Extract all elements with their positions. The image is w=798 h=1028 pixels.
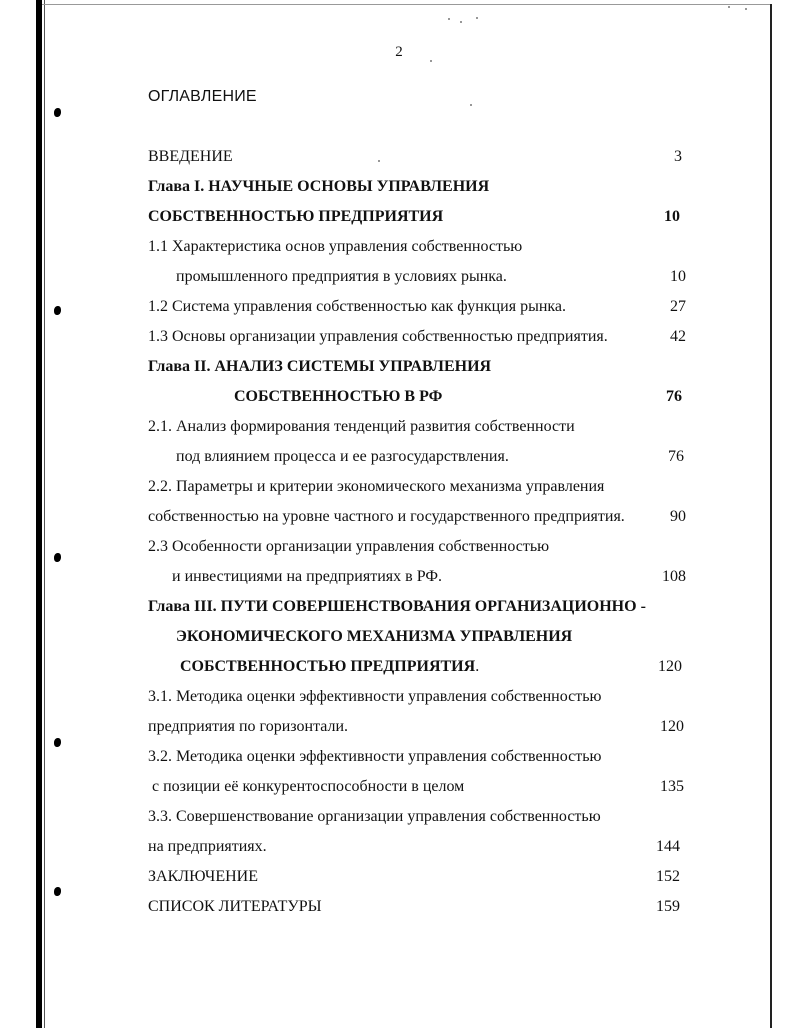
chapter-heading: Глава I. НАУЧНЫЕ ОСНОВЫ УПРАВЛЕНИЯ [148, 178, 490, 195]
toc-entry-page: 120 [660, 718, 684, 735]
toc-entry-page: 152 [656, 868, 680, 885]
toc-entry-page: 3 [674, 148, 682, 165]
toc-title: ОГЛАВЛЕНИЕ [148, 88, 257, 105]
scan-top-edge [42, 4, 770, 5]
toc-entry-text: 3.3. Совершенствование организации управления собственностью [148, 808, 601, 825]
page-number: 2 [395, 44, 403, 60]
scan-speck [476, 17, 478, 19]
toc-entry-page: 10 [664, 208, 680, 225]
toc-entry-text: промышленного предприятия в условиях рынка. [176, 268, 507, 285]
scan-speck [448, 18, 450, 20]
toc-entry-page: 76 [668, 448, 684, 465]
toc-entry-text: СПИСОК ЛИТЕРАТУРЫ [148, 898, 322, 915]
chapter-heading: Глава II. АНАЛИЗ СИСТЕМЫ УПРАВЛЕНИЯ [148, 358, 492, 375]
toc-entry-page: 135 [660, 778, 684, 795]
toc-entry-page: 42 [670, 328, 686, 345]
chapter-heading: СОБСТВЕННОСТЬЮ ПРЕДПРИЯТИЯ [148, 208, 444, 225]
toc-entry-text: предприятия по горизонтали. [148, 718, 349, 735]
toc-entry-text: 2.3 Особенности организации управления собственностью [148, 538, 550, 555]
toc-entry-text: 1.1 Характеристика основ управления собственностью [148, 238, 523, 255]
punch-hole-mark [54, 306, 61, 315]
toc-entry-text: и инвестициями на предприятиях в РФ. [172, 568, 442, 585]
scan-left-border [36, 0, 42, 1028]
toc-entry-text: 3.1. Методика оценки эффективности управления собственностью [148, 688, 602, 705]
punch-hole-mark [54, 108, 61, 117]
chapter-heading: Глава III. ПУТИ СОВЕРШЕНСТВОВАНИЯ ОРГАНИЗАЦИОННО - [148, 598, 646, 615]
chapter-heading-period: . [475, 658, 480, 675]
chapter-heading-line [180, 658, 479, 676]
scan-speck [745, 8, 747, 10]
toc-entry-page: 27 [670, 298, 686, 315]
scan-speck [728, 6, 730, 8]
scan-left-border-line [44, 0, 45, 1028]
chapter-heading: ЭКОНОМИЧЕСКОГО МЕХАНИЗМА УПРАВЛЕНИЯ [176, 628, 573, 645]
scan-right-border [770, 4, 772, 1028]
punch-hole-mark [54, 738, 61, 747]
toc-entry-text: с позиции её конкурентоспособности в целом [152, 778, 465, 795]
toc-entry-page: 108 [662, 568, 686, 585]
scan-speck [470, 104, 472, 106]
chapter-heading: СОБСТВЕННОСТЬЮ ПРЕДПРИЯТИЯ [180, 658, 476, 675]
toc-entry-page: 144 [656, 838, 680, 855]
toc-entry-text: ВВЕДЕНИЕ [148, 148, 233, 165]
punch-hole-mark [54, 887, 61, 896]
toc-entry-page: 159 [656, 898, 680, 915]
toc-entry-text: 1.3 Основы организации управления собственностью предприятия. [148, 328, 608, 345]
punch-hole-mark [54, 553, 61, 562]
toc-entry-text: 1.2 Система управления собственностью как функция рынка. [148, 298, 567, 315]
toc-entry-page: 90 [670, 508, 686, 525]
scan-speck [460, 21, 462, 23]
scan-speck [378, 160, 380, 162]
toc-entry-text: 2.1. Анализ формирования тенденций развития собственности [148, 418, 575, 435]
toc-entry-text: на предприятиях. [148, 838, 267, 855]
toc-entry-page: 120 [658, 658, 682, 675]
toc-entry-text: 3.2. Методика оценки эффективности управления собственностью [148, 748, 602, 765]
toc-entry-text: 2.2. Параметры и критерии экономического механизма управления [148, 478, 605, 495]
toc-entry-page: 10 [670, 268, 686, 285]
toc-entry-page: 76 [666, 388, 682, 405]
toc-entry-text: собственностью на уровне частного и государственного предприятия. [148, 508, 625, 525]
toc-entry-text: под влиянием процесса и ее разгосударствления. [176, 448, 509, 465]
chapter-heading: СОБСТВЕННОСТЬЮ В РФ [234, 388, 443, 405]
toc-entry-text: ЗАКЛЮЧЕНИЕ [148, 868, 258, 885]
